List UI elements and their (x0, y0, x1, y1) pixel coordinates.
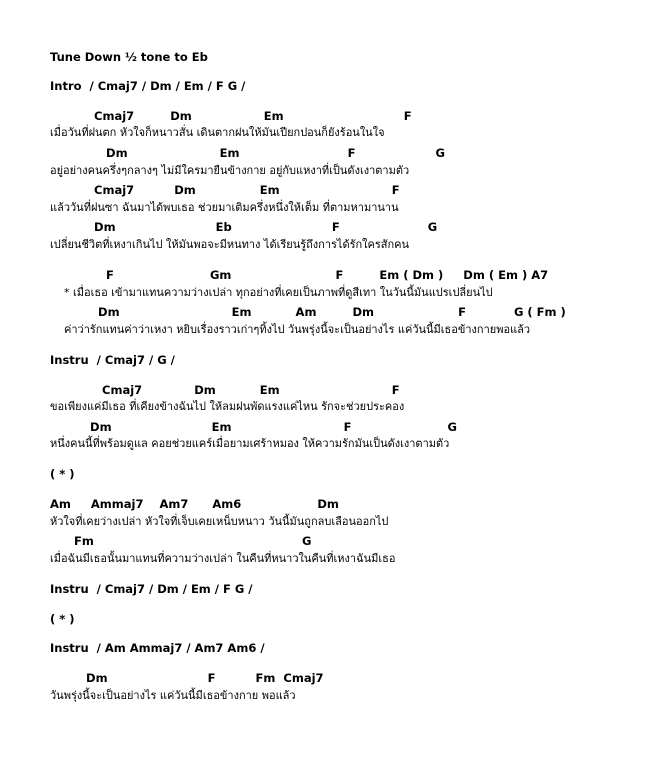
verse2-chords-2: Dm Em F G (50, 420, 457, 434)
chorus-chords-2: Dm Em Am Dm F G ( Fm ) (50, 305, 566, 319)
outro-lyric-1: วันพรุ่งนี้จะเป็นอย่างไร แค่วันนี้มีเธอข้างกาย พอแล้ว (50, 689, 296, 702)
verse2-lyric-1: ขอเพียงแค่มีเธอ ที่เคียงข้างฉันไป ให้ลมฝนพัดแรงแค่ไหน รักจะช่วยประคอง (50, 400, 405, 413)
verse1-chords-1: Cmaj7 Dm Em F (50, 109, 412, 123)
verse1-chords-2: Dm Em F G (50, 146, 445, 160)
chorus-repeat-1: ( * ) (50, 467, 75, 481)
intro-line: Intro / Cmaj7 / Dm / Em / F G / (50, 79, 246, 93)
instru-line-1: Instru / Cmaj7 / G / (50, 353, 175, 367)
instru-line-3: Instru / Am Ammaj7 / Am7 Am6 / (50, 641, 265, 655)
outro-chords-1: Dm F Fm Cmaj7 (50, 671, 324, 685)
verse2-chords-1: Cmaj7 Dm Em F (50, 383, 400, 397)
verse1-chords-4: Dm Eb F G (50, 220, 438, 234)
bridge-lyric-1: หัวใจที่เคยว่างเปล่า หัวใจที่เจ็บเคยเหน็บหนาว วันนี้มันถูกลบเลือนออกไป (50, 515, 389, 528)
bridge-chords-1: Am Ammaj7 Am7 Am6 Dm (50, 497, 339, 511)
chorus-chords-1: F Gm F Em ( Dm ) Dm ( Em ) A7 (50, 268, 549, 282)
verse1-lyric-2: อยู่อย่างคนครึ่งๆกลางๆ ไม่มีใครมายืนข้างกาย อยู่กับแหงาที่เป็นดังเงาตามตัว (50, 164, 410, 177)
verse1-lyric-4: เปลี่ยนชีวิตที่เหงาเกินไป ให้มันพอจะมีหนทาง ได้เรียนรู้ถึงการได้รักใครสักคน (50, 238, 410, 251)
verse2-lyric-2: หนึ่งคนนี้ที่พร้อมดูแล คอยช่วยแคร์เมื่อยามเศร้าหมอง ให้ความรักมันเป็นดังเงาตามตัว (50, 437, 450, 450)
chorus-repeat-2: ( * ) (50, 612, 75, 626)
verse1-lyric-3: แล้ววันที่ฝนซา ฉันมาได้พบเธอ ช่วยมาเติมครึ่งหนึ่งให้เต็ม ที่ตามหามานาน (50, 201, 399, 214)
bridge-chords-2: Fm G (50, 534, 312, 548)
verse1-lyric-1: เมื่อวันที่ฝนตก หัวใจก็หนาวสั่น เดินตากฝนให้มันเปียกปอนก็ยังร้อนในใจ (50, 126, 385, 139)
chorus-lyric-2: ค่าว่ารักแทนค่าว่าเหงา หยิบเรื่องราวเก่าๆทิ้งไป วันพรุ่งนี้จะเป็นอย่างไร แค่วันนี้มีเธอข้างกายพอแล้ว (50, 323, 531, 336)
instru-line-2: Instru / Cmaj7 / Dm / Em / F G / (50, 582, 253, 596)
chorus-lyric-1: * เมื่อเธอ เข้ามาแทนความว่างเปล่า ทุกอย่างที่เคยเป็นภาพที่ดูสีเทา ในวันนี้มันแปรเปลี่ยนไป (50, 286, 493, 299)
verse1-chords-3: Cmaj7 Dm Em F (50, 183, 400, 197)
bridge-lyric-2: เมื่อฉันมีเธอนั้นมาแทนที่ความว่างเปล่า ในคืนที่หนาวในคืนที่เหงาฉันมีเธอ (50, 552, 396, 565)
tuning-note: Tune Down ½ tone to Eb (50, 50, 208, 64)
